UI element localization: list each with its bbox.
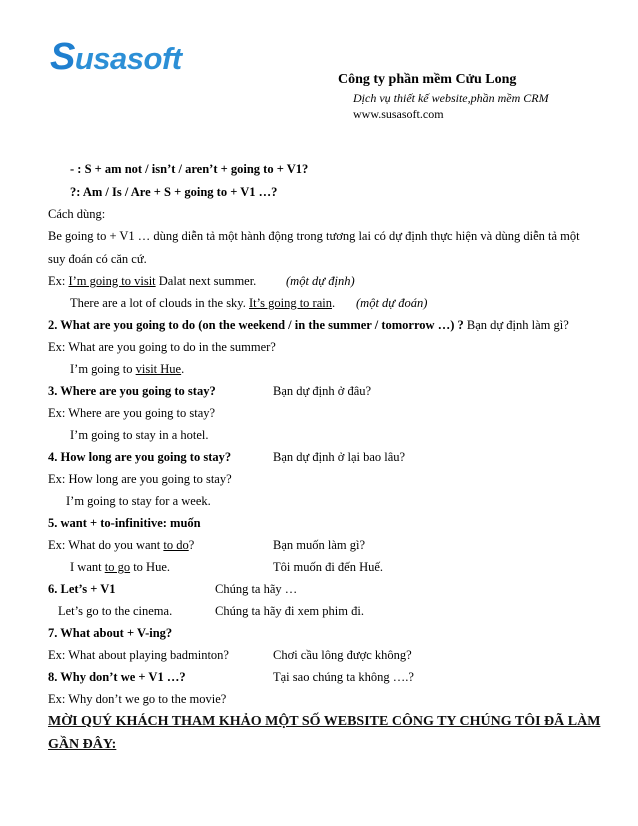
answer-prefix: I’m going to (70, 362, 136, 376)
section-3-meaning: Bạn dự định ở đâu? (273, 384, 372, 398)
company-name: Công ty phần mềm Cửu Long (338, 72, 517, 87)
example-plan (48, 274, 256, 289)
underlined-phrase: It’s going to rain (249, 296, 332, 310)
section-6-meaning: Chúng ta hãy … (215, 582, 298, 596)
answer-rest: to Hue. (130, 560, 171, 574)
underlined-phrase: to do (163, 538, 189, 552)
website-heading-line-1: MỜI QUÝ KHÁCH THAM KHẢO MỘT SỐ WEBSITE CÔNG TY CHÚNG TÔI ĐÃ LÀM (48, 714, 601, 729)
section-2-meaning: Bạn dự định làm gì? (463, 318, 569, 332)
example-prediction (70, 296, 335, 311)
underlined-phrase: visit Hue (135, 362, 182, 376)
section-5-heading: 5. want + to-infinitive: muốn (48, 516, 201, 530)
section-2-example: Ex: What are you going to do in the summer? (48, 340, 276, 354)
section-3-example: Ex: Where are you going to stay? (48, 406, 216, 420)
negative-form: - : S + am not / isn’t / aren’t + going to + V1? (70, 162, 309, 176)
section-5-answer (70, 560, 170, 575)
underlined-phrase: to go (104, 560, 131, 574)
example-prefix: There are a lot of clouds in the sky. (70, 296, 249, 310)
section-7-example: Ex: What about playing badminton? (48, 648, 229, 662)
section-6-example: Let’s go to the cinema. (58, 604, 173, 618)
example-prefix: Ex: What do you want (48, 538, 164, 552)
section-4-meaning: Bạn dự định ở lại bao lâu? (273, 450, 406, 464)
logo-text: usasoft (74, 41, 182, 76)
section-5-answer-meaning: Tôi muốn đi đến Huế. (273, 560, 384, 574)
example-prefix: Ex: (48, 274, 69, 288)
section-8-example: Ex: Why don’t we go to the movie? (48, 692, 227, 706)
usage-line-1: Be going to + V1 … dùng diễn tả một hành động trong tương lai có dự định thực hiện và dùng diễn tả một (48, 229, 580, 243)
usage-label: Cách dùng: (48, 207, 106, 221)
note-plan: (một dự định) (286, 274, 355, 288)
example-rest: Dalat next summer. (155, 274, 257, 288)
section-4-example: Ex: How long are you going to stay? (48, 472, 232, 486)
susasoft-logo (50, 36, 182, 79)
section-3-answer: I’m going to stay in a hotel. (70, 428, 209, 442)
underlined-phrase: I’m going to visit (68, 274, 156, 288)
section-5-example-meaning: Bạn muốn làm gì? (273, 538, 365, 552)
section-7-example-meaning: Chơi cầu lông được không? (273, 648, 412, 662)
section-4-question: 4. How long are you going to stay? (48, 450, 232, 464)
section-5-example (48, 538, 194, 553)
logo-initial: S (50, 36, 75, 78)
section-3-question: 3. Where are you going to stay? (48, 384, 216, 398)
section-2-heading (48, 318, 569, 333)
section-6-example-meaning: Chúng ta hãy đi xem phim đi. (215, 604, 364, 618)
section-7-heading: 7. What about + V-ing? (48, 626, 173, 640)
answer-rest: . (181, 362, 185, 376)
section-4-answer: I’m going to stay for a week. (66, 494, 211, 508)
note-prediction: (một dự đoán) (356, 296, 428, 310)
example-rest: ? (188, 538, 195, 552)
question-form: ?: Am / Is / Are + S + going to + V1 …? (70, 185, 278, 199)
website-heading-line-2: GẦN ĐÂY: (48, 737, 117, 752)
section-6-heading: 6. Let’s + V1 (48, 582, 116, 596)
section-8-heading: 8. Why don’t we + V1 …? (48, 670, 186, 684)
section-2-answer (70, 362, 184, 377)
section-2-question: 2. What are you going to do (on the weekend / in the summer / tomorrow …) ? (48, 318, 464, 332)
company-tagline: Dịch vụ thiết kế website,phần mềm CRM (353, 91, 549, 105)
example-rest: . (331, 296, 336, 310)
answer-prefix: I want (70, 560, 105, 574)
company-website: www.susasoft.com (353, 107, 444, 121)
section-8-meaning: Tại sao chúng ta không ….? (273, 670, 414, 684)
usage-line-2: suy đoán có căn cứ. (48, 252, 147, 266)
